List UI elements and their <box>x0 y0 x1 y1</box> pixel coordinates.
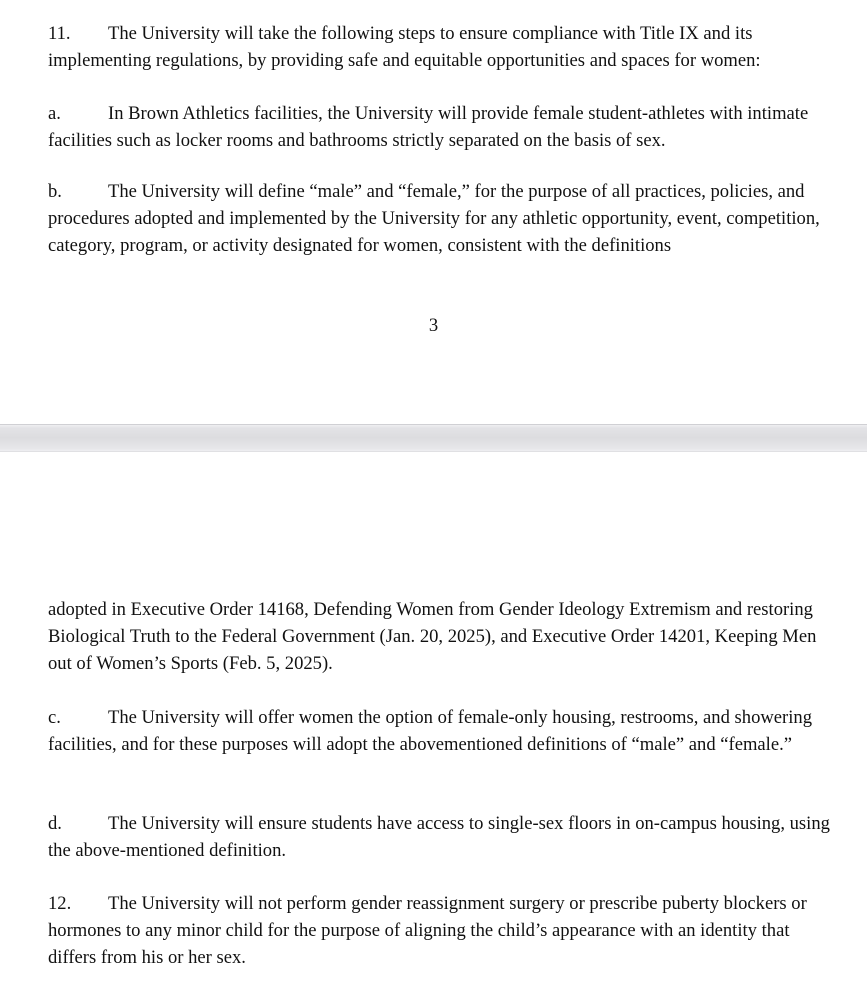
paragraph-text: The University will define “male” and “female,” for the purpose of all practices, policies, and procedures adopted and implemented by the University for any athletic opportunity, event, competition, category, program, or activity designated for women, consistent with the definitions <box>48 181 820 256</box>
paragraph-d <box>48 810 838 864</box>
page-separator <box>0 424 867 452</box>
paragraph-text: The University will ensure students have access to single-sex floors in on-campus housing, using the above-mentioned definition. <box>48 813 830 861</box>
paragraph-b <box>48 178 838 259</box>
paragraph-marker: b. <box>48 181 62 202</box>
paragraph-11 <box>48 20 838 74</box>
paragraph-marker: c. <box>48 707 61 728</box>
paragraph-12 <box>48 890 838 971</box>
document-page-4 <box>0 452 867 1000</box>
paragraph-a <box>48 100 838 154</box>
paragraph-marker: 12. <box>48 893 72 914</box>
paragraph-c <box>48 704 838 758</box>
page-separator-edge-top <box>0 424 867 425</box>
paragraph-text: The University will not perform gender reassignment surgery or prescribe puberty blockers or hormones to any minor child for the purpose of aligning the child’s appearance with an identity that differs from his or her sex. <box>48 893 807 968</box>
paragraph-marker: d. <box>48 813 62 834</box>
paragraph-text: The University will take the following steps to ensure compliance with Title IX and its implementing regulations, by providing safe and equitable opportunities and spaces for women: <box>48 23 761 71</box>
paragraph-marker: a. <box>48 103 61 124</box>
paragraph-marker: 11. <box>48 23 71 44</box>
page-number: 3 <box>428 315 439 336</box>
paragraph-text: In Brown Athletics facilities, the University will provide female student-athletes with intimate facilities such as locker rooms and bathrooms strictly separated on the basis of sex. <box>48 103 809 151</box>
paragraph-text: The University will offer women the option of female-only housing, restrooms, and showering facilities, and for these purposes will adopt the abovementioned definitions of “male” and “female.” <box>48 707 813 755</box>
document-page-3 <box>0 0 867 424</box>
paragraph-text: adopted in Executive Order 14168, Defending Women from Gender Ideology Extremism and restoring Biological Truth to the Federal Government (Jan. 20, 2025), and Executive Order 14201, Keeping Men out of Women’s Sports (Feb. 5, 2025). <box>48 599 817 674</box>
paragraph-b-continued <box>48 596 838 677</box>
